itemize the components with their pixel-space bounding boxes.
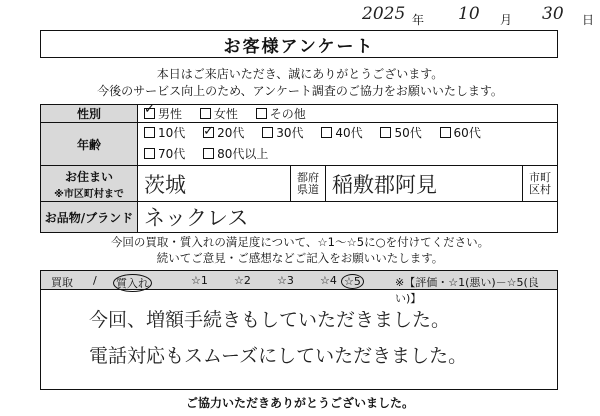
survey-header <box>41 271 557 305</box>
prefecture-field[interactable]: 茨城 <box>138 166 291 202</box>
checkbox-icon[interactable] <box>440 127 451 138</box>
star-2[interactable]: ☆2 <box>234 274 251 287</box>
comment-line-1[interactable]: 今回、増額手続きもしていただきました。 <box>89 309 451 331</box>
rating-legend: ※【評価・☆1(悪い)－☆5(良い)】 <box>395 276 539 305</box>
page-title: お客様アンケート <box>40 30 558 58</box>
survey-box <box>40 270 558 390</box>
age-option-50s[interactable]: 50代 <box>380 123 421 144</box>
date-month-label: 月 <box>500 13 513 27</box>
date-year: 2025 <box>362 4 406 24</box>
intro-line-1: 本日はご来店いただき、誠にありがとうございます。 <box>156 67 444 81</box>
checkbox-icon[interactable] <box>321 127 332 138</box>
age-option-20s[interactable]: ✓ 20代 <box>203 123 244 144</box>
checkbox-icon[interactable] <box>262 127 273 138</box>
age-option-60s[interactable]: 60代 <box>440 123 481 144</box>
gender-option-male[interactable]: ✓ 男性 <box>144 105 182 122</box>
date-year-label: 年 <box>412 13 425 27</box>
comment-line-2[interactable]: 電話対応もスムーズにしていただきました。 <box>89 345 468 367</box>
gender-label: 性別 <box>41 105 138 123</box>
type-option-purchase[interactable]: 買取 <box>51 276 73 289</box>
product-field[interactable]: ネックレス <box>138 202 558 233</box>
age-options <box>138 123 558 166</box>
type-separator: / <box>93 274 97 287</box>
date-line <box>360 4 595 28</box>
satisfaction-note <box>0 234 600 266</box>
city-field[interactable]: 稲敷郡阿見 <box>326 166 523 202</box>
gender-option-other[interactable]: その他 <box>256 105 306 122</box>
satisfaction-note-line-2: 続いてご意見・ご感想などご記入をお願いいたします。 <box>156 251 444 265</box>
age-option-40s[interactable]: 40代 <box>321 123 362 144</box>
date-day-label: 日 <box>582 13 595 27</box>
customer-info-form <box>40 104 558 233</box>
address-label-cell <box>41 166 138 202</box>
city-unit: 市町 区村 <box>523 166 558 202</box>
age-option-80s-plus[interactable]: 80代以上 <box>203 144 268 165</box>
satisfaction-note-line-1: 今回の買取・質入れの満足度について、☆1～☆5に○を付けてください。 <box>110 235 490 249</box>
star-3[interactable]: ☆3 <box>277 274 294 287</box>
address-sublabel: ※市区町村まで <box>54 188 124 200</box>
age-option-10s[interactable]: 10代 <box>144 123 185 144</box>
product-label: お品物/ブランド <box>41 202 138 233</box>
intro-text <box>0 66 600 100</box>
checkbox-icon[interactable] <box>144 148 155 159</box>
age-option-70s[interactable]: 70代 <box>144 144 185 165</box>
gender-option-female[interactable]: 女性 <box>200 105 238 122</box>
address-label: お住まい <box>64 169 113 184</box>
checkbox-checked-icon[interactable] <box>144 108 155 119</box>
intro-line-2: 今後のサービス向上のため、アンケート調査のご協力をお願いいたします。 <box>97 84 503 98</box>
checkbox-icon[interactable] <box>144 127 155 138</box>
star-5[interactable]: ☆5 <box>341 274 364 289</box>
age-option-30s[interactable]: 30代 <box>262 123 303 144</box>
checkbox-icon[interactable] <box>380 127 391 138</box>
checkbox-icon[interactable] <box>256 108 267 119</box>
star-4[interactable]: ☆4 <box>320 274 337 287</box>
age-label: 年齢 <box>41 123 138 166</box>
date-month: 10 <box>458 4 480 24</box>
checkbox-icon[interactable] <box>200 108 211 119</box>
checkbox-icon[interactable] <box>203 148 214 159</box>
footer-thanks: ご協力いただきありがとうございました。 <box>185 396 414 410</box>
checkbox-checked-icon[interactable] <box>203 127 214 138</box>
type-option-pawn[interactable]: 質入れ <box>113 274 152 292</box>
gender-options <box>138 105 558 123</box>
prefecture-unit: 都府 県道 <box>291 166 326 202</box>
date-day: 30 <box>542 4 564 24</box>
star-1[interactable]: ☆1 <box>191 274 208 287</box>
